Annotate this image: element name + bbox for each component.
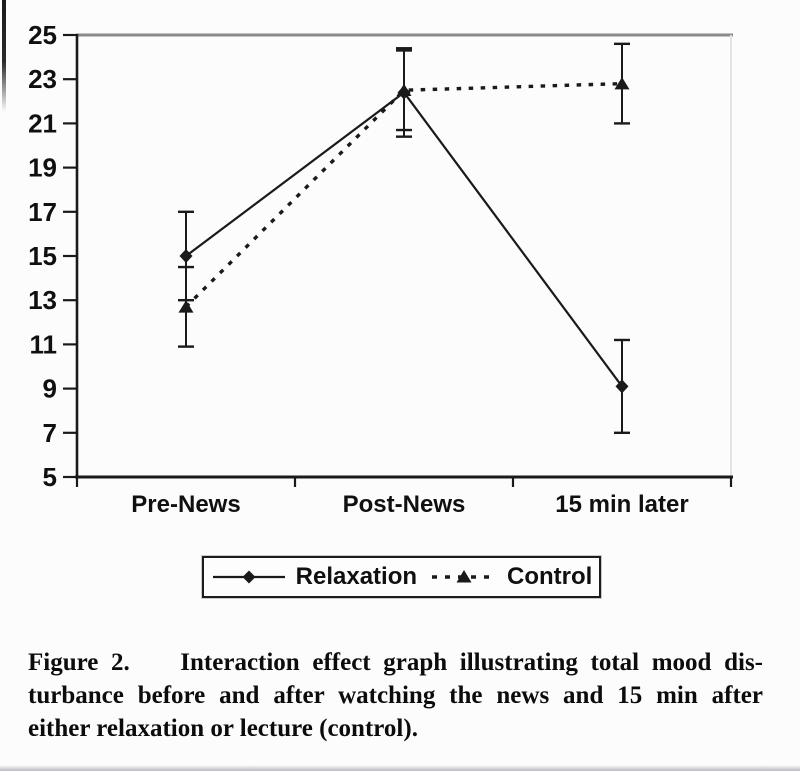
legend-label-control: Control xyxy=(507,563,593,590)
diamond-marker-icon xyxy=(242,571,255,584)
legend-item-control xyxy=(430,563,592,591)
chart-legend xyxy=(202,556,601,598)
caption-line-1: Figure 2. Interaction effect graph illustrating total mood dis- xyxy=(28,649,763,676)
figure-caption xyxy=(28,646,763,745)
diamond-marker-icon xyxy=(180,249,193,263)
y-axis-tick-label: 19 xyxy=(28,152,57,183)
caption-line-3: either relaxation or lecture (control). xyxy=(28,715,418,742)
y-axis-tick-label: 17 xyxy=(28,196,57,227)
legend-item-relaxation xyxy=(211,563,417,591)
triangle-marker-icon xyxy=(179,300,194,312)
y-axis-tick-label: 11 xyxy=(29,329,57,360)
y-axis-tick-label: 25 xyxy=(28,20,57,50)
y-axis-tick-label: 7 xyxy=(42,417,57,448)
y-axis-tick-label: 5 xyxy=(42,462,57,492)
scan-edge-artifact-bottom xyxy=(0,765,800,771)
legend-label-relaxation: Relaxation xyxy=(295,563,418,590)
caption-line-2: turbance before and after watching the news and 15 min after xyxy=(28,682,763,709)
y-axis-tick-label: 15 xyxy=(28,241,57,271)
y-axis-tick-label: 13 xyxy=(28,285,57,316)
y-axis-tick-label: 21 xyxy=(28,108,57,139)
y-axis-tick-label: 9 xyxy=(42,373,57,404)
control-line-swatch xyxy=(430,568,498,586)
y-axis-tick-label: 23 xyxy=(28,64,57,95)
relaxation-line-swatch xyxy=(211,568,287,586)
x-axis-category-label: 15 min later xyxy=(555,491,689,518)
x-axis-category-label: Pre-News xyxy=(131,491,241,518)
x-axis-category-label: Post-News xyxy=(342,491,466,518)
